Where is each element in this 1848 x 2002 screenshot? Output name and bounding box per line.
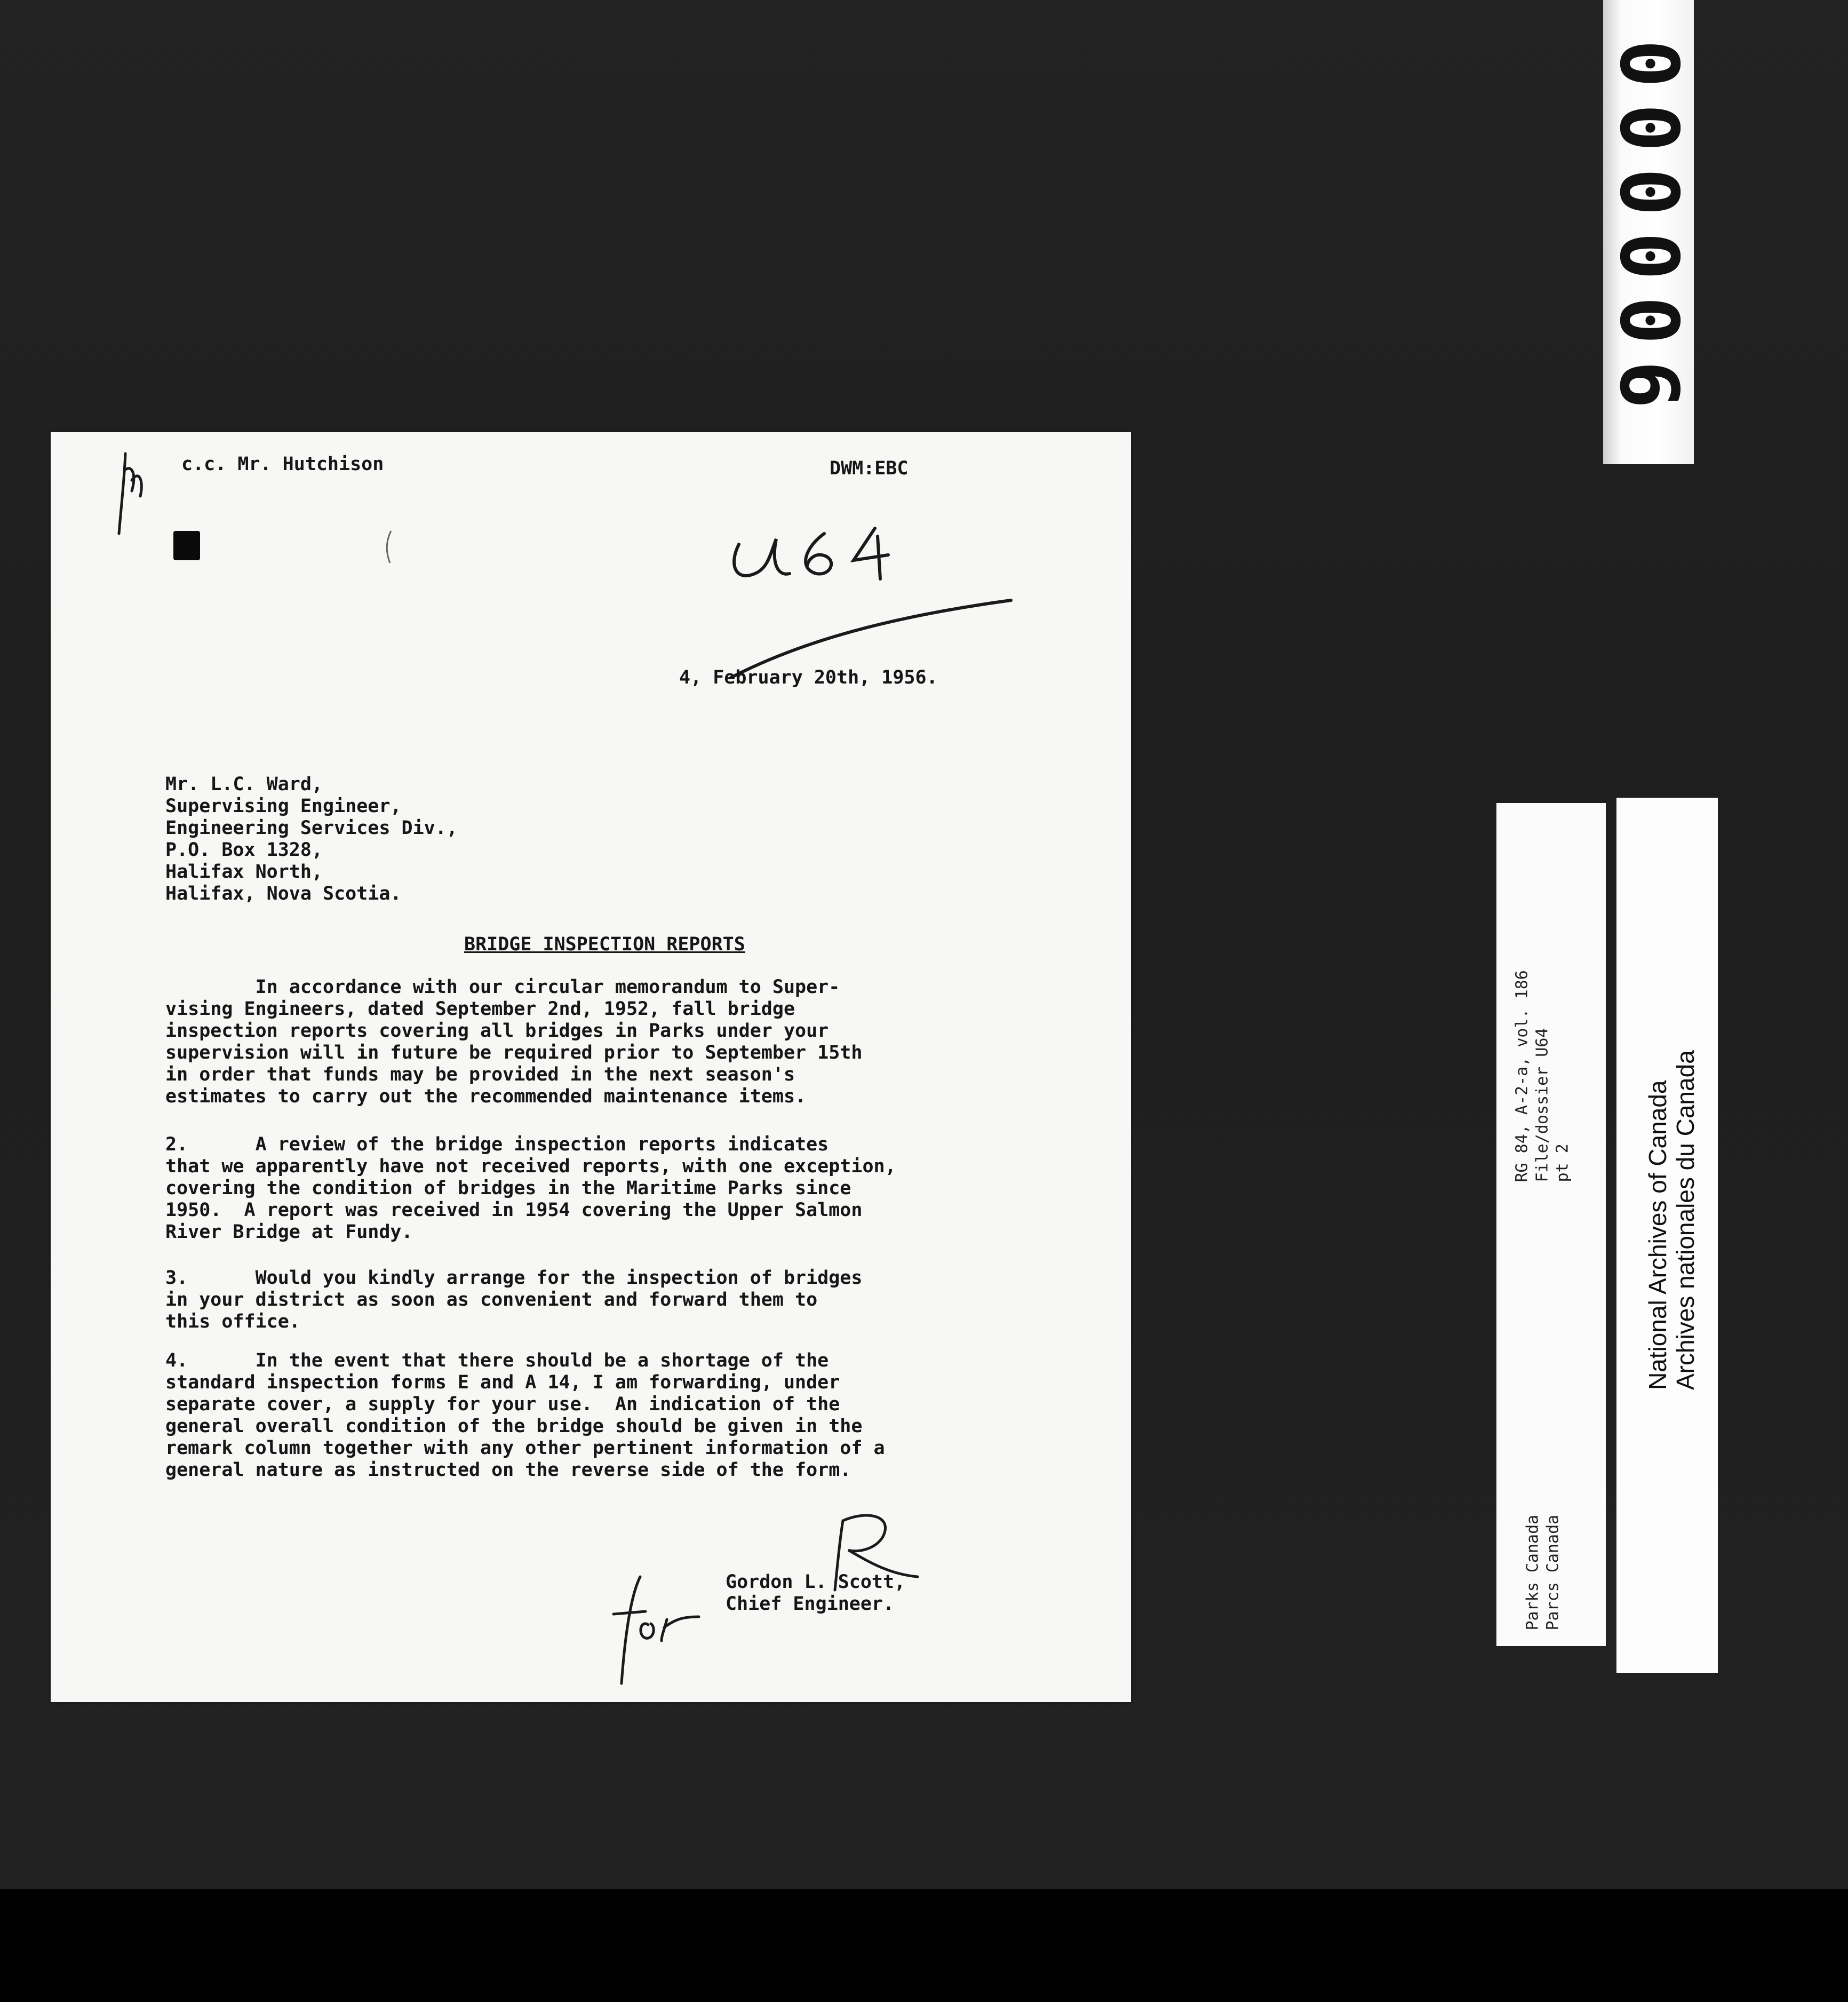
paragraph-1: In accordance with our circular memorandum to Super- vising Engineers, dated September 2nd, 1952, fall bridge inspection reports covering all bridges in Parks under your supervision will in future be required prior to September 15th in order that funds may be provided in the next season's estimates to carry out the recommended maintenance items. <box>165 976 863 1107</box>
address-line-6: Halifax, Nova Scotia. <box>165 883 402 904</box>
address-line-5: Halifax North, <box>165 861 323 883</box>
agency-line-2: Parcs Canada <box>1543 1514 1562 1631</box>
reference-initials: DWM:EBC <box>830 458 909 479</box>
archive-reference-label <box>1496 803 1606 1646</box>
national-archives-label <box>1616 798 1718 1673</box>
pencil-mark <box>381 528 397 566</box>
paragraph-2: 2. A review of the bridge inspection reports indicates that we apparently have not received reports, with one exception, covering the condition of bridges in the Maritime Parks since 1950. A report was received in 1954 covering the Upper Salmon River Bridge at Fundy. <box>165 1134 896 1243</box>
archive-ref-line-2: File/dossier U64 <box>1533 1028 1551 1182</box>
letter-date: 4, February 20th, 1956. <box>679 667 938 688</box>
archive-ref-line-3: pt 2 <box>1553 1143 1572 1182</box>
frame-number-strip <box>1603 0 1694 464</box>
signature-title: Chief Engineer. <box>726 1593 895 1615</box>
punch-hole-mark <box>173 531 200 560</box>
agency-line-1: Parks Canada <box>1523 1514 1542 1631</box>
handwritten-initials-mark <box>109 448 152 539</box>
handwritten-for <box>608 1566 715 1689</box>
archive-ref-line-1: RG 84, A-2-a, vol. 186 <box>1512 970 1531 1182</box>
paragraph-3: 3. Would you kindly arrange for the inspection of bridges in your district as soon as convenient and forward them to this office. <box>165 1267 863 1332</box>
subject-heading: BRIDGE INSPECTION REPORTS <box>464 934 745 955</box>
film-edge-band <box>0 1889 1848 2002</box>
archives-line-fr: Archives nationales du Canada <box>1671 1050 1699 1390</box>
frame-number: 000006 <box>1602 39 1695 425</box>
address-line-1: Mr. L.C. Ward, <box>165 774 323 795</box>
paragraph-4: 4. In the event that there should be a shortage of the standard inspection forms E and A 14, I am forwarding, under separate cover, a supply for your use. An indication of the general overall condition of the bridge should be given in the remark column together with any other pertinent information of a general nature as instructed on the reverse side of the form. <box>165 1350 885 1481</box>
address-line-2: Supervising Engineer, <box>165 796 402 817</box>
archives-line-en: National Archives of Canada <box>1644 1080 1671 1390</box>
signature-name: Gordon L. Scott, <box>726 1571 906 1593</box>
letter-page <box>51 432 1131 1702</box>
address-line-3: Engineering Services Div., <box>165 817 458 839</box>
address-line-4: P.O. Box 1328, <box>165 839 323 861</box>
cc-line: c.c. Mr. Hutchison <box>181 454 384 475</box>
